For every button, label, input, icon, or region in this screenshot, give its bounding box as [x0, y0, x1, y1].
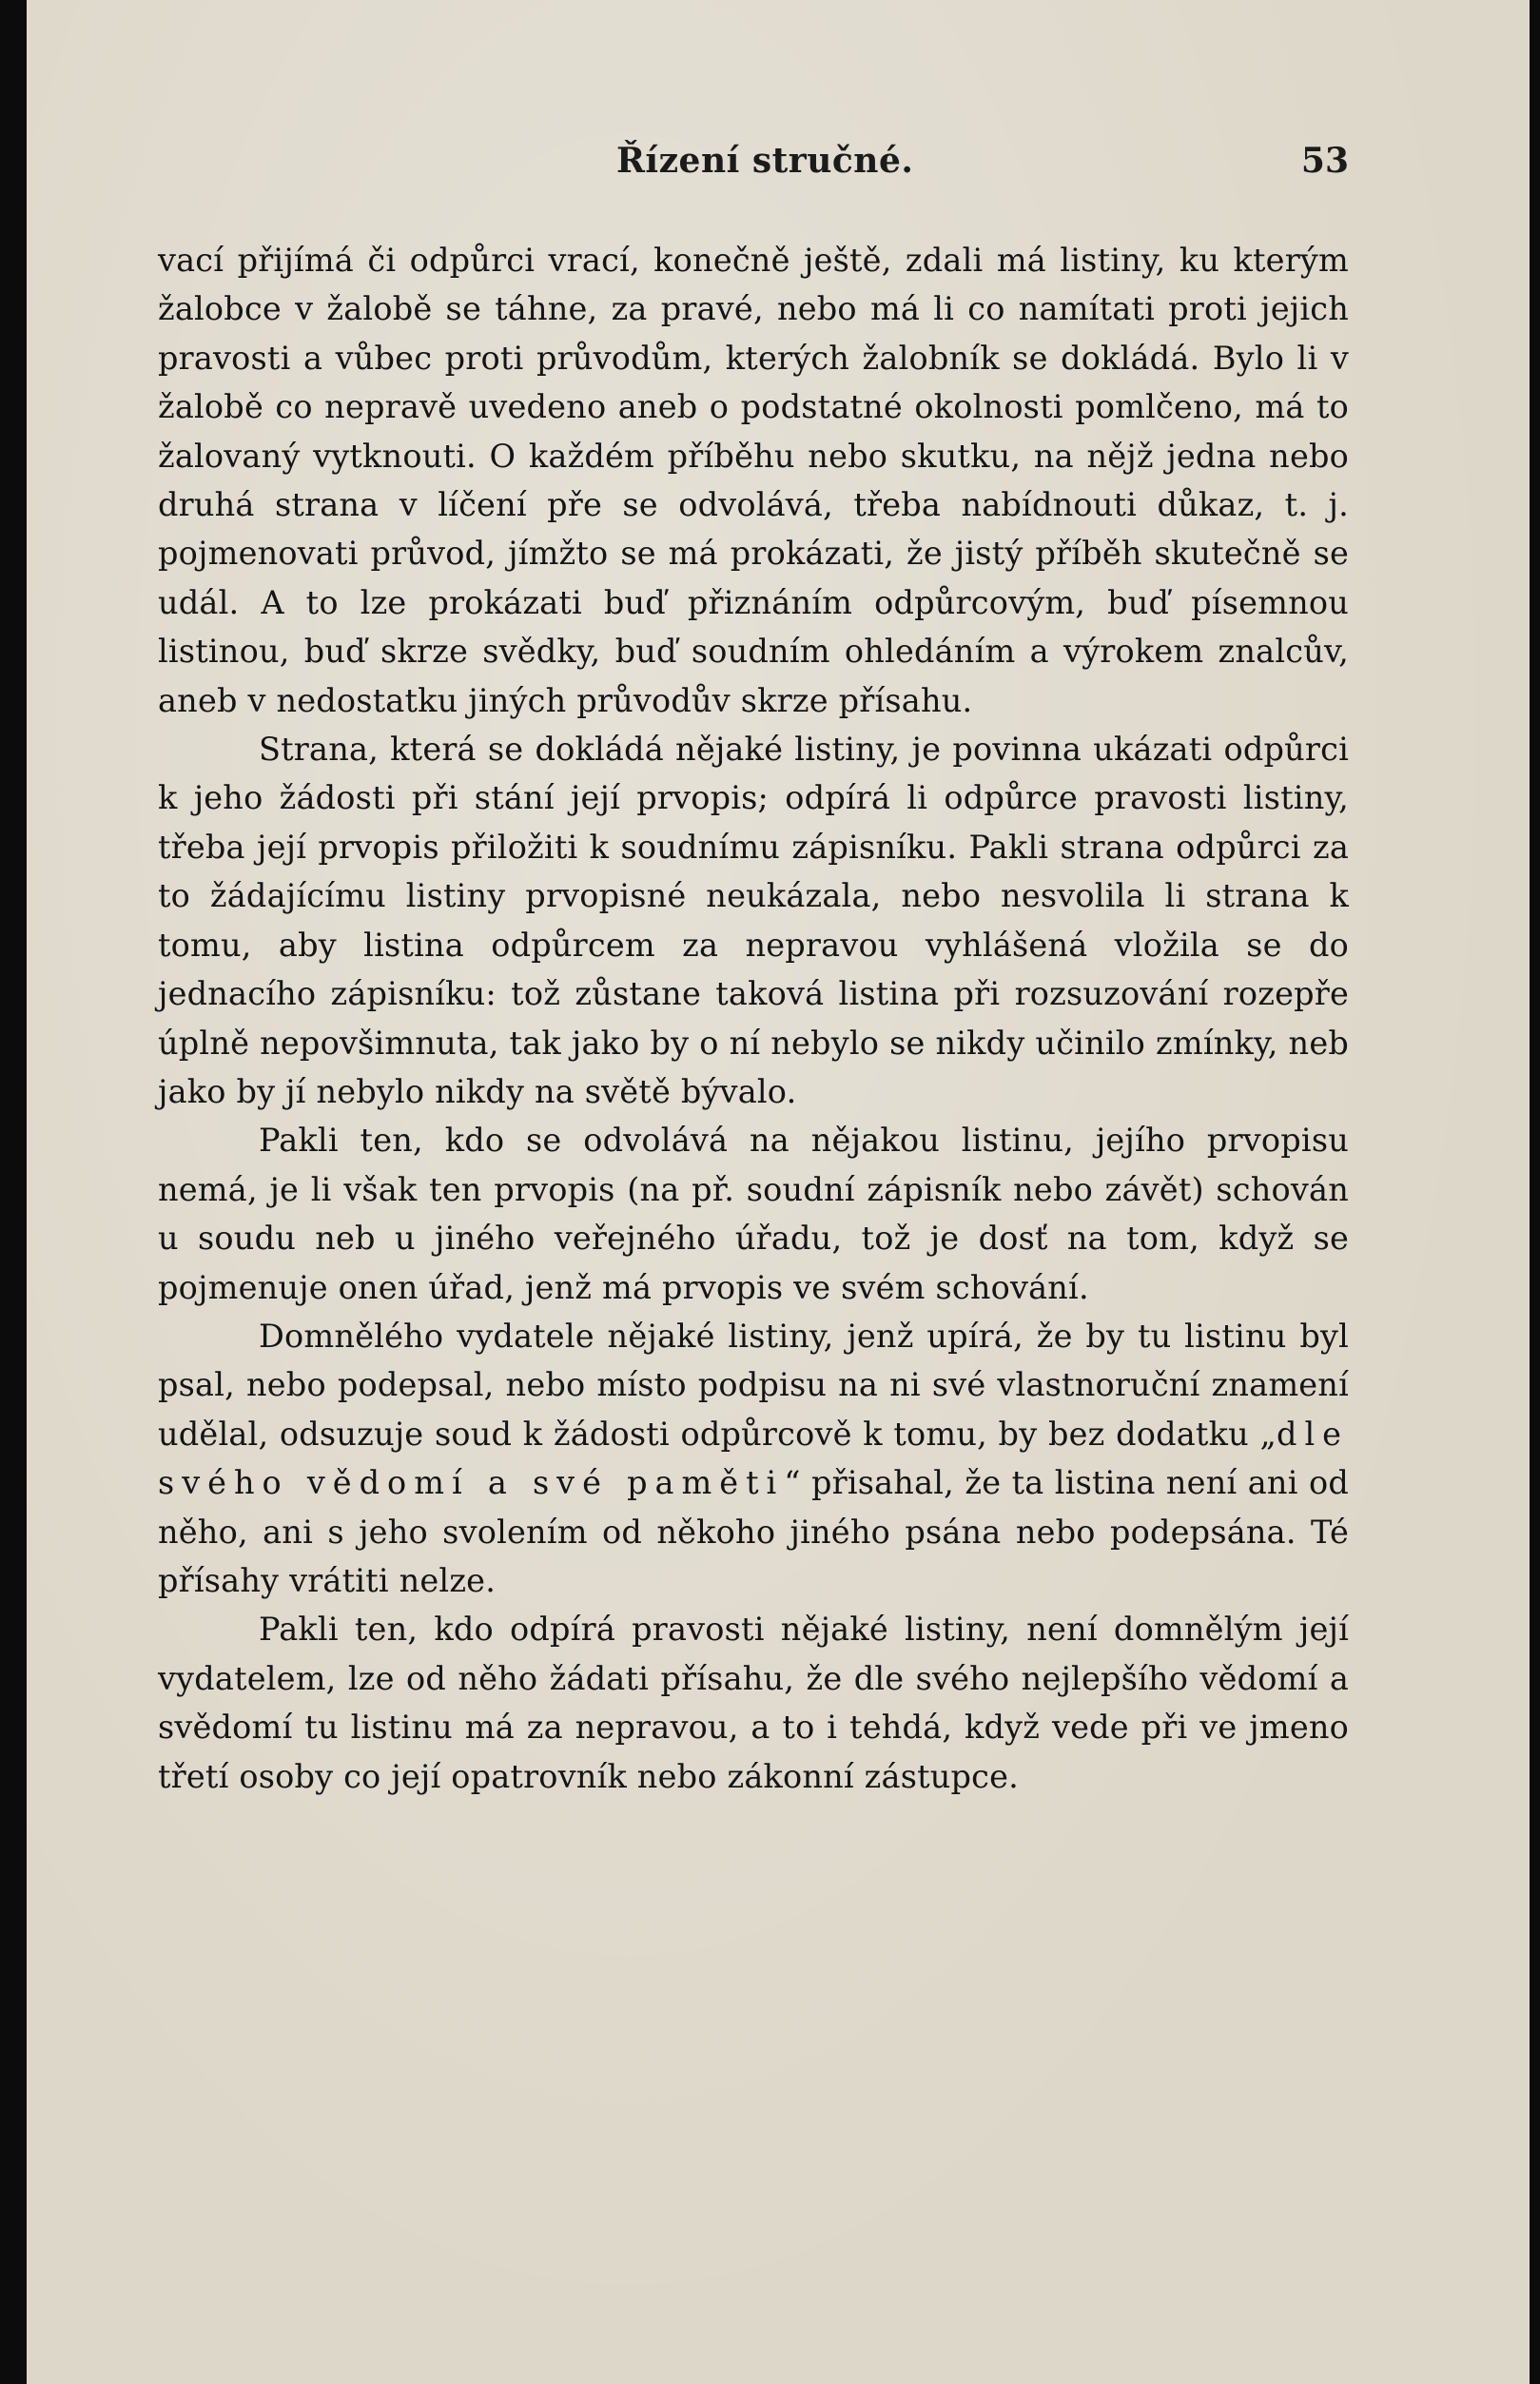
paragraph-4 [158, 1312, 1349, 1605]
book-page [27, 0, 1530, 2384]
paragraph-5: Pakli ten, kdo odpírá pravosti nějaké listiny, není domnělým její vydatelem, lze od něho žádati přísahu, že dle svého nejlepšího vědomí a svědomí tu listinu má za nepravou, a to i tehdá, když vede při ve jmeno třetí osoby co její opatrovník nebo zákonní zástupce. [158, 1611, 1349, 1795]
paragraph-3: Pakli ten, kdo se odvolává na nějakou listinu, jejího prvopisu nemá, je li však ten prvopis (na př. soudní zápisník nebo závět) schován u soudu neb u jiného veřejného úřadu, tož je dosť na tom, když se pojmenuje onen úřad, jenž má prvopis ve svém schování. [158, 1122, 1349, 1306]
paragraph-4-text-before: Domnělého vydatele nějaké listiny, jenž upírá, že by tu listinu byl psal, nebo podepsal, nebo místo podpisu na ni své vlastnoruční znamení udělal, odsuzuje soud k žádosti odpůrcově k tomu, by bez dodatku „ [158, 1317, 1349, 1453]
paragraph-4-text-after: “ přisahal, že ta listina není ani od něho, ani s jeho svolením od někoho jiného psána nebo podepsána. Té přísahy vrátiti nelze. [158, 1464, 1349, 1599]
body-text [158, 236, 1349, 1801]
paragraph-4-spaced-quote: dle svého vědomí a své paměti [158, 1415, 1349, 1502]
running-title: Řízení stručné. [616, 141, 914, 181]
paragraph-2: Strana, která se dokládá nějaké listiny, je povinna ukázati odpůrci k jeho žádosti při stání její prvopis; odpírá li odpůrce pravosti listiny, třeba její prvopis přiložiti k soudnímu zápisníku. Pakli strana odpůrci za to žádajícímu listiny prvopisné neukázala, nebo nesvolila li strana k tomu, aby listina odpůrcem za nepravou vyhlášená vložila se do jednacího zápisníku: tož zůstane taková listina při rozsuzování rozepře úplně nepovšimnuta, tak jako by o ní nebylo se nikdy učinilo zmínky, neb jako by jí nebylo nikdy na světě bývalo. [158, 731, 1349, 1110]
page-header [27, 141, 1530, 194]
paragraph-1: vací přijímá či odpůrci vrací, konečně ještě, zdali má listiny, ku kterým žalobce v žalobě se táhne, za pravé, nebo má li co namítati proti jejich pravosti a vůbec proti průvodům, kterých žalobník se dokládá. Bylo li v žalobě co nepravě uvedeno aneb o podstatné okolnosti pomlčeno, má to žalovaný vytknouti. O každém příběhu nebo skutku, na nějž jedna nebo druhá strana v líčení pře se odvolává, třeba nabídnouti důkaz, t. j. pojmenovati průvod, jímžto se má prokázati, že jistý příběh skutečně se udál. A to lze prokázati buď přiznáním odpůrcovým, buď písemnou listinou, buď skrze svědky, buď soudním ohledáním a výrokem znalcův, aneb v nedostatku jiných průvodův skrze přísahu. [158, 242, 1349, 719]
page-number: 53 [1300, 141, 1349, 181]
